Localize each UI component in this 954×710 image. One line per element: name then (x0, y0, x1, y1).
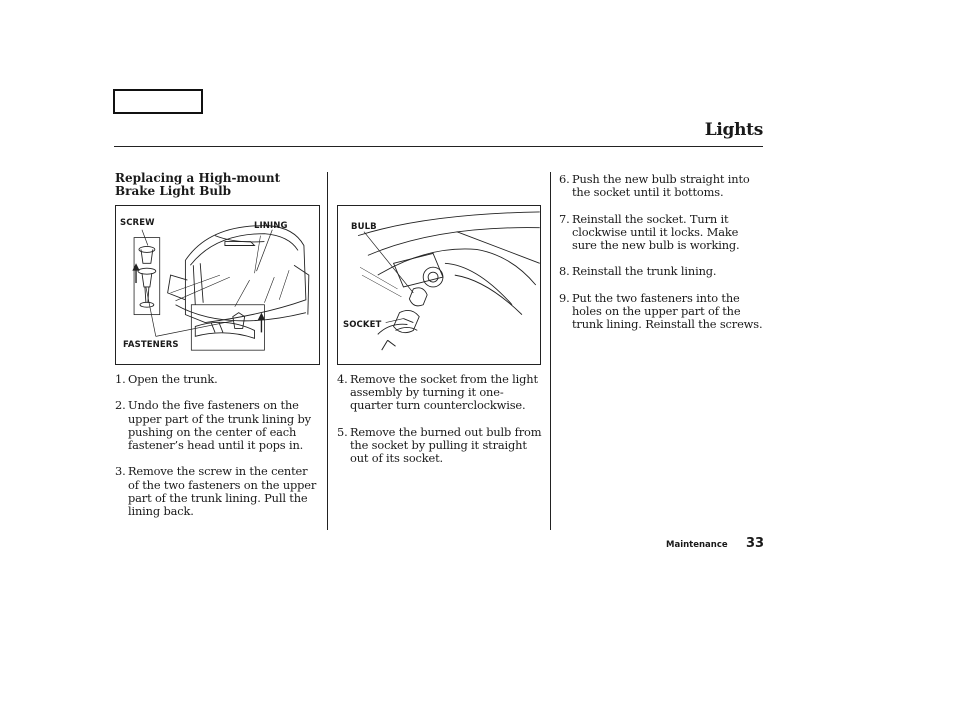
column-divider-left (327, 172, 328, 530)
step-item (559, 292, 763, 332)
steps-column-1 (115, 373, 320, 531)
step-text: Reinstall the socket. Turn it clockwise until it locks. Make sure the new bulb is working. (572, 211, 740, 252)
step-item (115, 373, 320, 386)
step-text: Push the new bulb straight into the socket until it bottoms. (572, 172, 750, 200)
section-heading: Replacing a High-mount Brake Light Bulb (115, 171, 281, 198)
steps-column-3 (559, 173, 763, 345)
figure-bulb-socket (337, 205, 541, 365)
footer-section-label: Maintenance (666, 540, 728, 550)
column-divider-right (550, 172, 551, 530)
callout-bulb: BULB (351, 222, 377, 232)
step-item (337, 426, 543, 466)
step-item (559, 265, 763, 278)
figure-trunk-lining (115, 205, 320, 365)
step-text: Remove the burned out bulb from the socket by pulling it straight out of its socket. (350, 424, 542, 466)
steps-column-2 (337, 373, 543, 479)
step-item (115, 399, 320, 452)
step-item (337, 373, 543, 413)
step-text: Put the two fasteners into the holes on the upper part of the trunk lining. Reinstall the screws. (572, 290, 763, 332)
callout-socket: SOCKET (343, 320, 382, 330)
table-of-contents-button[interactable] (113, 89, 203, 114)
step-text: Reinstall the trunk lining. (572, 264, 717, 279)
callout-screw: SCREW (120, 218, 155, 228)
step-text: Undo the five fasteners on the upper part of the trunk lining by pushing on the center of each fastener’s head until it pops in. (128, 398, 311, 452)
callout-lining: LINING (254, 221, 288, 231)
step-text: Open the trunk. (128, 372, 218, 386)
step-item (559, 173, 763, 199)
header-rule (114, 146, 763, 147)
step-number: 4. (337, 372, 348, 386)
step-item (115, 465, 320, 518)
step-number: 5. (337, 424, 348, 439)
page-number: 33 (746, 536, 765, 551)
step-text: Remove the socket from the light assembly by turning it one-quarter turn counterclockwise. (350, 372, 538, 413)
step-number: 1. (115, 372, 126, 386)
step-number: 6. (559, 172, 570, 186)
step-number: 8. (559, 264, 570, 279)
step-number: 9. (559, 290, 570, 305)
step-number: 7. (559, 211, 570, 226)
step-number: 3. (115, 464, 126, 479)
step-item (559, 213, 763, 253)
step-text: Remove the screw in the center of the two fasteners on the upper part of the trunk lining. Pull the lining back. (128, 464, 317, 518)
page-title: Lights (704, 120, 763, 140)
callout-fasteners: FASTENERS (123, 340, 179, 350)
step-number: 2. (115, 398, 126, 413)
